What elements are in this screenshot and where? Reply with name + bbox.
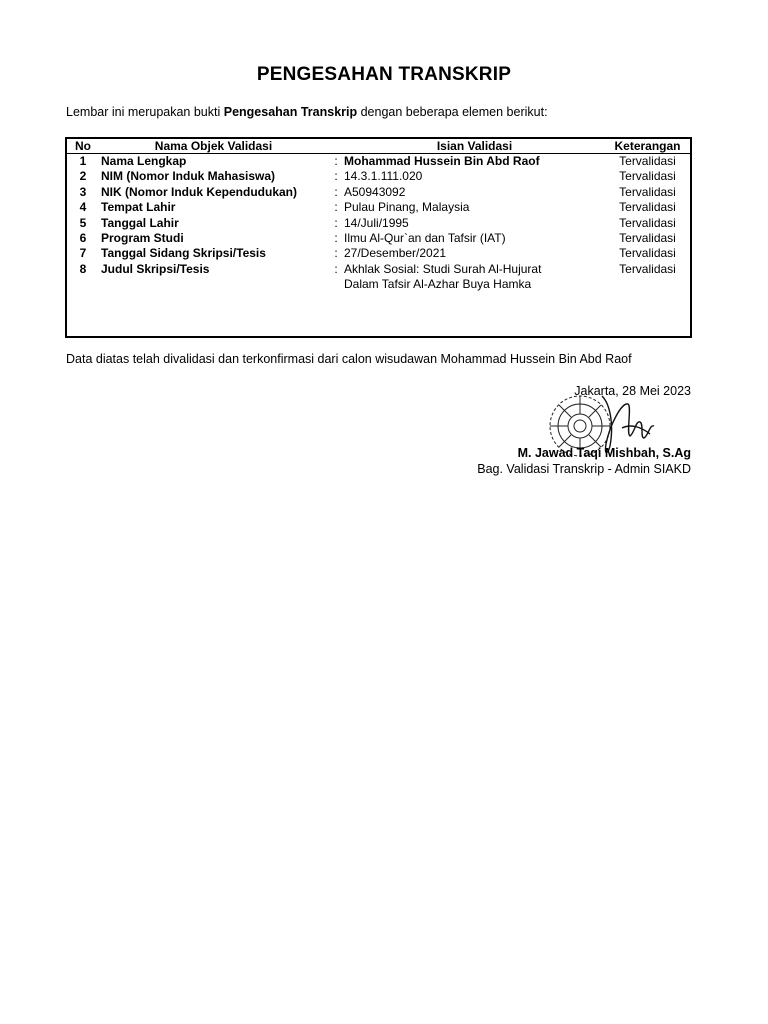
- row-no: 1: [79, 154, 87, 168]
- row-no: 4: [79, 200, 87, 215]
- intro-bold: Pengesahan Transkrip: [223, 105, 358, 119]
- row-no: 8: [79, 261, 87, 276]
- header-colon: [328, 139, 344, 154]
- row-colon: :: [334, 231, 338, 246]
- row-status: Tervalidasi: [619, 246, 676, 261]
- row-colon: :: [334, 246, 338, 261]
- row-name: Judul Skripsi/Tesis: [101, 261, 210, 276]
- header-status: Keterangan: [605, 139, 690, 154]
- row-no: 7: [79, 246, 87, 261]
- row-colon: :: [334, 200, 338, 215]
- row-status: Tervalidasi: [619, 169, 676, 184]
- table-row: [67, 185, 690, 200]
- row-name: NIM (Nomor Induk Mahasiswa): [101, 169, 276, 184]
- row-value: 27/Desember/2021: [344, 246, 447, 261]
- row-name: Tempat Lahir: [101, 200, 176, 215]
- row-colon: :: [334, 154, 338, 168]
- row-name: Tanggal Sidang Skripsi/Tesis: [101, 246, 266, 261]
- table-header-row: [67, 139, 690, 154]
- row-value: Mohammad Hussein Bin Abd Raof: [344, 154, 540, 168]
- row-status: Tervalidasi: [619, 215, 676, 230]
- row-colon: :: [334, 184, 338, 199]
- row-status: Tervalidasi: [619, 231, 676, 246]
- row-value: [344, 262, 605, 293]
- row-status: Tervalidasi: [619, 154, 676, 168]
- table-row: [67, 200, 690, 215]
- page-title: PENGESAHAN TRANSKRIP: [256, 64, 512, 85]
- table-row: [67, 262, 690, 293]
- row-name: Nama Lengkap: [101, 154, 187, 168]
- row-status: Tervalidasi: [619, 184, 676, 199]
- table-row: [67, 154, 690, 170]
- intro-text: [66, 105, 548, 119]
- row-status: Tervalidasi: [619, 200, 676, 215]
- row-value: 14.3.1.111.020: [344, 169, 423, 184]
- row-colon: :: [334, 169, 338, 184]
- row-no: 3: [79, 184, 87, 199]
- intro-before: Lembar ini merupakan bukti: [66, 105, 224, 119]
- row-name: NIK (Nomor Induk Kependudukan): [101, 184, 297, 199]
- row-no: 6: [79, 231, 87, 246]
- row-value: Pulau Pinang, Malaysia: [344, 200, 470, 215]
- confirmation-note: Data diatas telah divalidasi dan terkonfirmasi dari calon wisudawan Mohammad Hussein Bin Abd Raof: [66, 352, 632, 366]
- row-colon: :: [334, 261, 338, 276]
- row-name: Tanggal Lahir: [101, 215, 179, 230]
- header-no: No: [67, 139, 99, 154]
- validation-table: [67, 139, 690, 293]
- row-status: Tervalidasi: [619, 261, 676, 276]
- table-row: [67, 216, 690, 231]
- row-value: Ilmu Al-Qur`an dan Tafsir (IAT): [344, 231, 506, 246]
- row-value-line1: Akhlak Sosial: Studi Surah Al-Hujurat: [344, 261, 542, 276]
- row-no: 5: [79, 215, 87, 230]
- row-value: 14/Juli/1995: [344, 215, 409, 230]
- signatory-name: M. Jawad Taqi Mishbah, S.Ag: [517, 446, 691, 460]
- signature-place-date: Jakarta, 28 Mei 2023: [574, 384, 691, 398]
- table-row: [67, 169, 690, 184]
- row-value-line2: Dalam Tafsir Al-Azhar Buya Hamka: [344, 277, 532, 292]
- validation-table-box: [65, 137, 692, 338]
- signatory-role: Bag. Validasi Transkrip - Admin SIAKD: [477, 462, 691, 476]
- intro-after: dengan beberapa elemen berikut:: [357, 105, 548, 119]
- row-name: Program Studi: [101, 231, 184, 246]
- header-value: Isian Validasi: [344, 139, 605, 154]
- header-name: Nama Objek Validasi: [99, 139, 328, 154]
- table-row: [67, 246, 690, 261]
- row-value: A50943092: [344, 184, 406, 199]
- row-colon: :: [334, 215, 338, 230]
- row-no: 2: [79, 169, 87, 184]
- table-row: [67, 231, 690, 246]
